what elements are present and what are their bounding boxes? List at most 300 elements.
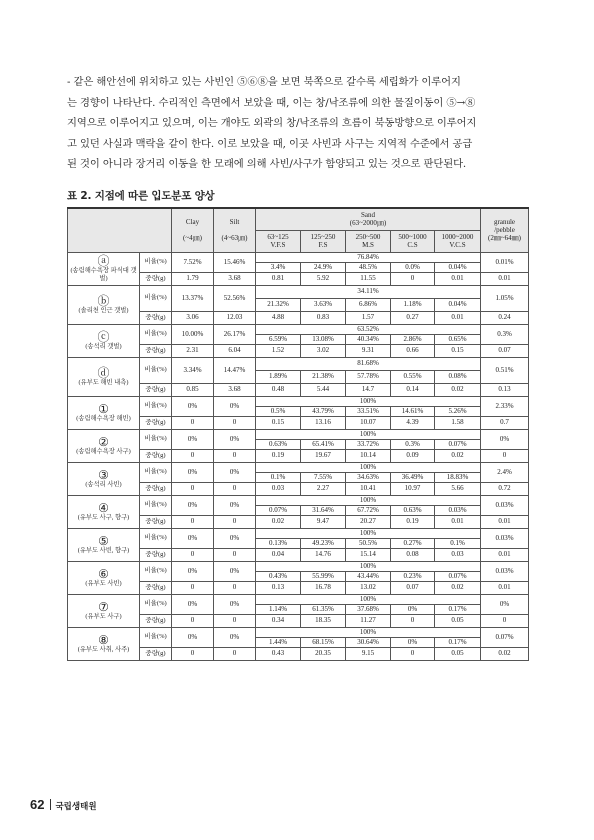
granule-ratio: 0.01% [481, 252, 529, 272]
sand-total-ratio: 100% [256, 495, 481, 505]
granule-weight: 0.01 [481, 548, 529, 561]
sand-ratio-cell: 36.49% [391, 472, 435, 482]
sand-ratio-cell: 6.86% [346, 298, 391, 311]
sand-ratio-cell: 0.17% [435, 637, 481, 647]
body-paragraph [67, 72, 537, 175]
sand-ratio-cell: 43.79% [301, 406, 346, 416]
weight-label: 중량(g) [140, 449, 172, 462]
site-label-cell [68, 561, 140, 594]
silt-weight: 0 [214, 548, 256, 561]
sand-total-ratio: 100% [256, 462, 481, 472]
sand-ratio-cell: 31.64% [301, 505, 346, 515]
clay-ratio: 0% [172, 627, 214, 647]
site-ratio-row [68, 462, 529, 472]
sand-ratio-cell: 1.18% [391, 298, 435, 311]
sand-weight-cell: 5.66 [435, 482, 481, 495]
site-symbol: ② [98, 434, 109, 449]
fs-label: F.S [318, 241, 328, 249]
silt-ratio: 26.17% [214, 324, 256, 344]
sand-weight-cell: 0.04 [256, 548, 301, 561]
silt-weight: 0 [214, 614, 256, 627]
clay-ratio: 0% [172, 528, 214, 548]
clay-ratio: 7.52% [172, 252, 214, 272]
sand-weight-cell: 0.27 [391, 311, 435, 324]
sand-label: Sand [361, 211, 376, 220]
site-symbol: ⓑ [97, 293, 110, 308]
sand-ratio-cell: 50.5% [346, 538, 391, 548]
clay-weight: 0.85 [172, 383, 214, 396]
granule-weight: 0.07 [481, 344, 529, 357]
sand-weight-cell: 10.97 [391, 482, 435, 495]
ratio-label: 비율(%) [140, 594, 172, 614]
sand-ratio-cell: 7.55% [301, 472, 346, 482]
granule-ratio: 0.03% [481, 561, 529, 581]
site-ratio-row [68, 252, 529, 262]
granule-ratio: 0% [481, 594, 529, 614]
clay-ratio: 0% [172, 495, 214, 515]
site-ratio-row [68, 324, 529, 334]
sand-ratio-cell: 0.07% [435, 439, 481, 449]
sand-weight-cell: 0.03 [256, 482, 301, 495]
site-location: (송림해수욕장 사구) [76, 447, 131, 455]
site-location: (송석리 사빈) [85, 480, 122, 488]
weight-label: 중량(g) [140, 515, 172, 528]
granule-ratio: 0% [481, 429, 529, 449]
site-ratio-row [68, 561, 529, 571]
footer-divider [50, 799, 51, 810]
sand-weight-cell: 0.83 [301, 311, 346, 324]
vfs-label: V.F.S [270, 241, 286, 249]
sand-ratio-cell: 0.07% [256, 505, 301, 515]
site-ratio-row [68, 429, 529, 439]
site-label-cell [68, 429, 140, 462]
vcs-label: V.C.S [449, 241, 466, 249]
paragraph-line: 는 경향이 나타난다. 수리적인 측면에서 보았을 때, 이는 창/낙조류에 의한 물질이동이 ⑤→⑧ [67, 96, 476, 109]
sand-total-ratio: 76.84% [256, 252, 481, 262]
sand-weight-cell: 0.01 [435, 515, 481, 528]
granule-ratio: 2.33% [481, 396, 529, 416]
sand-weight-cell: 16.78 [301, 581, 346, 594]
sand-ratio-cell: 24.9% [301, 262, 346, 272]
sand-weight-cell: 2.27 [301, 482, 346, 495]
clay-weight: 2.31 [172, 344, 214, 357]
granule-ratio: 0.03% [481, 528, 529, 548]
sand-ratio-cell: 0.1% [435, 538, 481, 548]
site-location: (유부도 해빈 내측) [78, 378, 129, 386]
sand-weight-cell: 0.09 [391, 449, 435, 462]
silt-label: Silt [229, 218, 240, 227]
site-symbol: ④ [98, 500, 109, 515]
granule-weight: 0.7 [481, 416, 529, 429]
weight-label: 중량(g) [140, 272, 172, 285]
sand-ratio-cell: 21.32% [256, 298, 301, 311]
sand-weight-cell: 0.05 [435, 614, 481, 627]
sand-unit: (63~2000㎛) [349, 219, 387, 228]
sand-ratio-cell: 34.63% [346, 472, 391, 482]
site-symbol: ① [98, 401, 109, 416]
sand-weight-cell: 0.19 [391, 515, 435, 528]
header-blank [68, 208, 172, 252]
sand-weight-cell: 11.55 [346, 272, 391, 285]
sand-weight-cell: 20.27 [346, 515, 391, 528]
sand-weight-cell: 0.43 [256, 647, 301, 660]
sand-ratio-cell: 3.4% [256, 262, 301, 272]
header-vfs [256, 230, 301, 252]
paragraph-line: 고 있던 사실과 맥락을 같이 한다. 이로 보았을 때, 이곳 사빈과 사구는 지역적 수준에서 공급 [67, 137, 473, 150]
site-ratio-row [68, 285, 529, 298]
sand-weight-cell: 14.76 [301, 548, 346, 561]
site-symbol: ⑧ [98, 632, 109, 647]
silt-weight: 6.04 [214, 344, 256, 357]
clay-ratio: 3.34% [172, 357, 214, 383]
site-ratio-row [68, 528, 529, 538]
sand-weight-cell: 0.15 [256, 416, 301, 429]
sand-total-ratio: 100% [256, 396, 481, 406]
sand-weight-cell: 20.35 [301, 647, 346, 660]
vfs-range: 63~125 [267, 232, 289, 241]
granule-weight: 0.01 [481, 272, 529, 285]
sand-weight-cell: 5.92 [301, 272, 346, 285]
site-label-cell [68, 324, 140, 357]
silt-ratio: 0% [214, 462, 256, 482]
sand-weight-cell: 4.39 [391, 416, 435, 429]
granule-ratio: 2.4% [481, 462, 529, 482]
sand-weight-cell: 0.02 [435, 581, 481, 594]
sand-ratio-cell: 0.07% [435, 571, 481, 581]
sand-weight-cell: 0.14 [391, 383, 435, 396]
sand-weight-cell: 11.27 [346, 614, 391, 627]
site-symbol: ⑥ [98, 566, 109, 581]
site-ratio-row [68, 594, 529, 604]
granule-weight: 0.02 [481, 647, 529, 660]
sand-ratio-cell: 55.99% [301, 571, 346, 581]
silt-ratio: 15.46% [214, 252, 256, 272]
sand-weight-cell: 0.66 [391, 344, 435, 357]
sand-weight-cell: 4.88 [256, 311, 301, 324]
site-label-cell [68, 396, 140, 429]
granule-weight: 0 [481, 614, 529, 627]
sand-ratio-cell: 1.14% [256, 604, 301, 614]
organization-name: 국립생태원 [55, 801, 97, 811]
sand-weight-cell: 0.02 [256, 515, 301, 528]
sand-weight-cell: 0.01 [435, 272, 481, 285]
silt-ratio: 0% [214, 429, 256, 449]
site-location: (송림해수욕장 해빈) [76, 414, 131, 422]
sand-weight-cell: 0.08 [391, 548, 435, 561]
ratio-label: 비율(%) [140, 324, 172, 344]
site-symbol: ⑦ [98, 599, 109, 614]
sand-ratio-cell: 37.68% [346, 604, 391, 614]
silt-ratio: 0% [214, 561, 256, 581]
sand-ratio-cell: 0.04% [435, 262, 481, 272]
silt-weight: 3.68 [214, 272, 256, 285]
sand-weight-cell: 0.02 [435, 383, 481, 396]
sand-ratio-cell: 0.23% [391, 571, 435, 581]
clay-unit: (~4㎛) [183, 234, 202, 243]
ratio-label: 비율(%) [140, 285, 172, 311]
sand-total-ratio: 100% [256, 627, 481, 637]
site-location: (유부도 사빈) [85, 579, 122, 587]
sand-ratio-cell: 5.26% [435, 406, 481, 416]
clay-weight: 0 [172, 548, 214, 561]
granule-weight: 0 [481, 449, 529, 462]
sand-ratio-cell: 0.04% [435, 298, 481, 311]
sand-weight-cell: 0.03 [435, 548, 481, 561]
silt-weight: 0 [214, 416, 256, 429]
clay-weight: 0 [172, 515, 214, 528]
site-label-cell [68, 528, 140, 561]
site-ratio-row [68, 627, 529, 637]
sand-ratio-cell: 0.55% [391, 370, 435, 383]
ms-label: M.S [362, 241, 374, 249]
sand-ratio-cell: 3.63% [301, 298, 346, 311]
site-ratio-row [68, 495, 529, 505]
granule-ratio: 0.3% [481, 324, 529, 344]
header-granule [481, 208, 529, 252]
sand-ratio-cell: 30.64% [346, 637, 391, 647]
silt-ratio: 0% [214, 396, 256, 416]
sand-ratio-cell: 0.13% [256, 538, 301, 548]
header-silt [214, 208, 256, 252]
granule-unit: (2㎜~64㎜) [488, 234, 521, 243]
paragraph-line: - 같은 해안선에 위치하고 있는 사빈인 ⑤⑥⑧을 보면 북쪽으로 갈수록 세립화가 이루어지 [67, 76, 461, 88]
sand-total-ratio: 100% [256, 561, 481, 571]
site-location: (유부도 사구) [85, 612, 122, 620]
site-location: (송석리 갯벌) [85, 342, 122, 350]
sand-ratio-cell: 67.72% [346, 505, 391, 515]
clay-weight: 0 [172, 416, 214, 429]
sand-weight-cell: 9.15 [346, 647, 391, 660]
sand-ratio-cell: 65.41% [301, 439, 346, 449]
sand-ratio-cell: 0.03% [435, 505, 481, 515]
sand-weight-cell: 0.34 [256, 614, 301, 627]
sand-total-ratio: 100% [256, 429, 481, 439]
sand-weight-cell: 0.19 [256, 449, 301, 462]
ratio-label: 비율(%) [140, 462, 172, 482]
silt-ratio: 52.56% [214, 285, 256, 311]
site-label-cell [68, 357, 140, 396]
site-label-cell [68, 462, 140, 495]
sand-ratio-cell: 40.34% [346, 334, 391, 344]
sand-weight-cell: 5.44 [301, 383, 346, 396]
sand-ratio-cell: 48.5% [346, 262, 391, 272]
sand-ratio-cell: 14.61% [391, 406, 435, 416]
sand-weight-cell: 9.47 [301, 515, 346, 528]
silt-weight: 0 [214, 449, 256, 462]
sand-weight-cell: 0.01 [435, 311, 481, 324]
site-label-cell [68, 627, 140, 660]
clay-ratio: 13.37% [172, 285, 214, 311]
sand-ratio-cell: 6.59% [256, 334, 301, 344]
ratio-label: 비율(%) [140, 252, 172, 272]
sand-weight-cell: 0.05 [435, 647, 481, 660]
page-number: 62 [30, 797, 45, 812]
silt-ratio: 0% [214, 495, 256, 515]
site-label-cell [68, 594, 140, 627]
clay-weight: 0 [172, 647, 214, 660]
sand-total-ratio: 34.11% [256, 285, 481, 298]
sand-ratio-cell: 0.5% [256, 406, 301, 416]
sand-ratio-cell: 1.44% [256, 637, 301, 647]
sand-weight-cell: 0.13 [256, 581, 301, 594]
ratio-label: 비율(%) [140, 627, 172, 647]
sand-weight-cell: 1.57 [346, 311, 391, 324]
weight-label: 중량(g) [140, 344, 172, 357]
site-symbol: ⓓ [97, 365, 110, 380]
sand-ratio-cell: 0.43% [256, 571, 301, 581]
sand-ratio-cell: 0.3% [391, 439, 435, 449]
clay-ratio: 0% [172, 561, 214, 581]
sand-ratio-cell: 43.44% [346, 571, 391, 581]
granule-weight: 0.01 [481, 515, 529, 528]
weight-label: 중량(g) [140, 482, 172, 495]
site-label-cell [68, 495, 140, 528]
ratio-label: 비율(%) [140, 561, 172, 581]
header-clay [172, 208, 214, 252]
sand-weight-cell: 3.02 [301, 344, 346, 357]
weight-label: 중량(g) [140, 581, 172, 594]
ratio-label: 비율(%) [140, 357, 172, 383]
page-footer [30, 796, 97, 814]
sand-weight-cell: 0 [391, 272, 435, 285]
sand-weight-cell: 13.02 [346, 581, 391, 594]
weight-label: 중량(g) [140, 416, 172, 429]
clay-weight: 0 [172, 614, 214, 627]
clay-label: Clay [185, 218, 200, 227]
header-cs [391, 230, 435, 252]
cs-range: 500~1000 [398, 232, 427, 241]
site-label-cell [68, 285, 140, 324]
granule-ratio: 0.51% [481, 357, 529, 383]
granule-weight: 0.01 [481, 581, 529, 594]
cs-label: C.S [407, 241, 418, 249]
ratio-label: 비율(%) [140, 396, 172, 416]
sand-ratio-cell: 1.89% [256, 370, 301, 383]
sand-weight-cell: 0.48 [256, 383, 301, 396]
sand-total-ratio: 100% [256, 594, 481, 604]
header-sand [256, 208, 481, 230]
table-caption: 표 2. 지점에 따른 입도분포 양상 [67, 190, 215, 202]
sand-ratio-cell: 0.17% [435, 604, 481, 614]
sand-ratio-cell: 0% [391, 604, 435, 614]
sand-ratio-cell: 57.78% [346, 370, 391, 383]
site-symbol: ⑤ [98, 533, 109, 548]
clay-ratio: 0% [172, 594, 214, 614]
sand-ratio-cell: 0.0% [391, 262, 435, 272]
sand-ratio-cell: 13.08% [301, 334, 346, 344]
grain-size-table [67, 207, 529, 661]
sand-weight-cell: 18.35 [301, 614, 346, 627]
site-label-cell [68, 252, 140, 285]
paragraph-line: 된 것이 아니라 장거리 이동을 한 모래에 의해 사빈/사구가 함양되고 있는 것으로 판단된다. [67, 158, 467, 170]
sand-weight-cell: 0.81 [256, 272, 301, 285]
granule-weight: 0.13 [481, 383, 529, 396]
sand-ratio-cell: 33.51% [346, 406, 391, 416]
header-ms [346, 230, 391, 252]
header-fs [301, 230, 346, 252]
sand-ratio-cell: 61.35% [301, 604, 346, 614]
weight-label: 중량(g) [140, 383, 172, 396]
clay-weight: 0 [172, 581, 214, 594]
granule-ratio: 0.03% [481, 495, 529, 515]
fs-range: 125~250 [310, 232, 336, 241]
vcs-range: 1000~2000 [441, 232, 474, 241]
ratio-label: 비율(%) [140, 495, 172, 515]
sand-weight-cell: 0 [391, 647, 435, 660]
site-location: (유부도 사빈, 향구) [77, 546, 130, 554]
sand-ratio-cell: 0.1% [256, 472, 301, 482]
clay-ratio: 10.00% [172, 324, 214, 344]
site-location: (송림해수욕장 파식대 갯벌) [70, 266, 137, 282]
pebble-label: /pebble [494, 226, 515, 235]
silt-weight: 3.68 [214, 383, 256, 396]
sand-weight-cell: 0 [391, 614, 435, 627]
site-location: (유부도 사취, 사주) [77, 645, 130, 653]
sand-total-ratio: 81.68% [256, 357, 481, 370]
clay-weight: 0 [172, 449, 214, 462]
sand-weight-cell: 10.07 [346, 416, 391, 429]
site-symbol: ⓒ [97, 329, 110, 344]
sand-weight-cell: 13.16 [301, 416, 346, 429]
sand-total-ratio: 63.52% [256, 324, 481, 334]
clay-weight: 0 [172, 482, 214, 495]
sand-ratio-cell: 21.38% [301, 370, 346, 383]
sand-ratio-cell: 18.83% [435, 472, 481, 482]
sand-weight-cell: 19.67 [301, 449, 346, 462]
silt-weight: 0 [214, 482, 256, 495]
sand-weight-cell: 0.07 [391, 581, 435, 594]
clay-weight: 1.79 [172, 272, 214, 285]
silt-weight: 12.03 [214, 311, 256, 324]
sand-ratio-cell: 0.65% [435, 334, 481, 344]
ratio-label: 비율(%) [140, 528, 172, 548]
sand-weight-cell: 10.14 [346, 449, 391, 462]
clay-weight: 3.06 [172, 311, 214, 324]
sand-ratio-cell: 0.08% [435, 370, 481, 383]
silt-ratio: 0% [214, 627, 256, 647]
sand-ratio-cell: 2.86% [391, 334, 435, 344]
silt-weight: 0 [214, 581, 256, 594]
header-vcs [435, 230, 481, 252]
sand-weight-cell: 1.52 [256, 344, 301, 357]
silt-ratio: 0% [214, 528, 256, 548]
clay-ratio: 0% [172, 462, 214, 482]
granule-label: granule [494, 218, 516, 227]
paragraph-line: 지역으로 이루어지고 있으며, 이는 개야도 외곽의 창/낙조류의 흐름이 북동방향으로 이루어지 [67, 117, 477, 129]
site-symbol: ⓐ [97, 253, 110, 268]
sand-weight-cell: 1.58 [435, 416, 481, 429]
site-location: (솔리천 인근 갯벌) [78, 306, 129, 314]
weight-label: 중량(g) [140, 647, 172, 660]
sand-weight-cell: 14.7 [346, 383, 391, 396]
weight-label: 중량(g) [140, 311, 172, 324]
silt-ratio: 0% [214, 594, 256, 614]
sand-ratio-cell: 0.27% [391, 538, 435, 548]
silt-weight: 0 [214, 515, 256, 528]
ratio-label: 비율(%) [140, 429, 172, 449]
sand-weight-cell: 9.31 [346, 344, 391, 357]
sand-weight-cell: 15.14 [346, 548, 391, 561]
ms-range: 250~500 [355, 232, 381, 241]
site-location: (유부도 사구, 향구) [77, 513, 130, 521]
granule-ratio: 0.07% [481, 627, 529, 647]
sand-ratio-cell: 0.63% [391, 505, 435, 515]
granule-weight: 0.24 [481, 311, 529, 324]
sand-total-ratio: 100% [256, 528, 481, 538]
silt-weight: 0 [214, 647, 256, 660]
granule-ratio: 1.05% [481, 285, 529, 311]
weight-label: 중량(g) [140, 614, 172, 627]
